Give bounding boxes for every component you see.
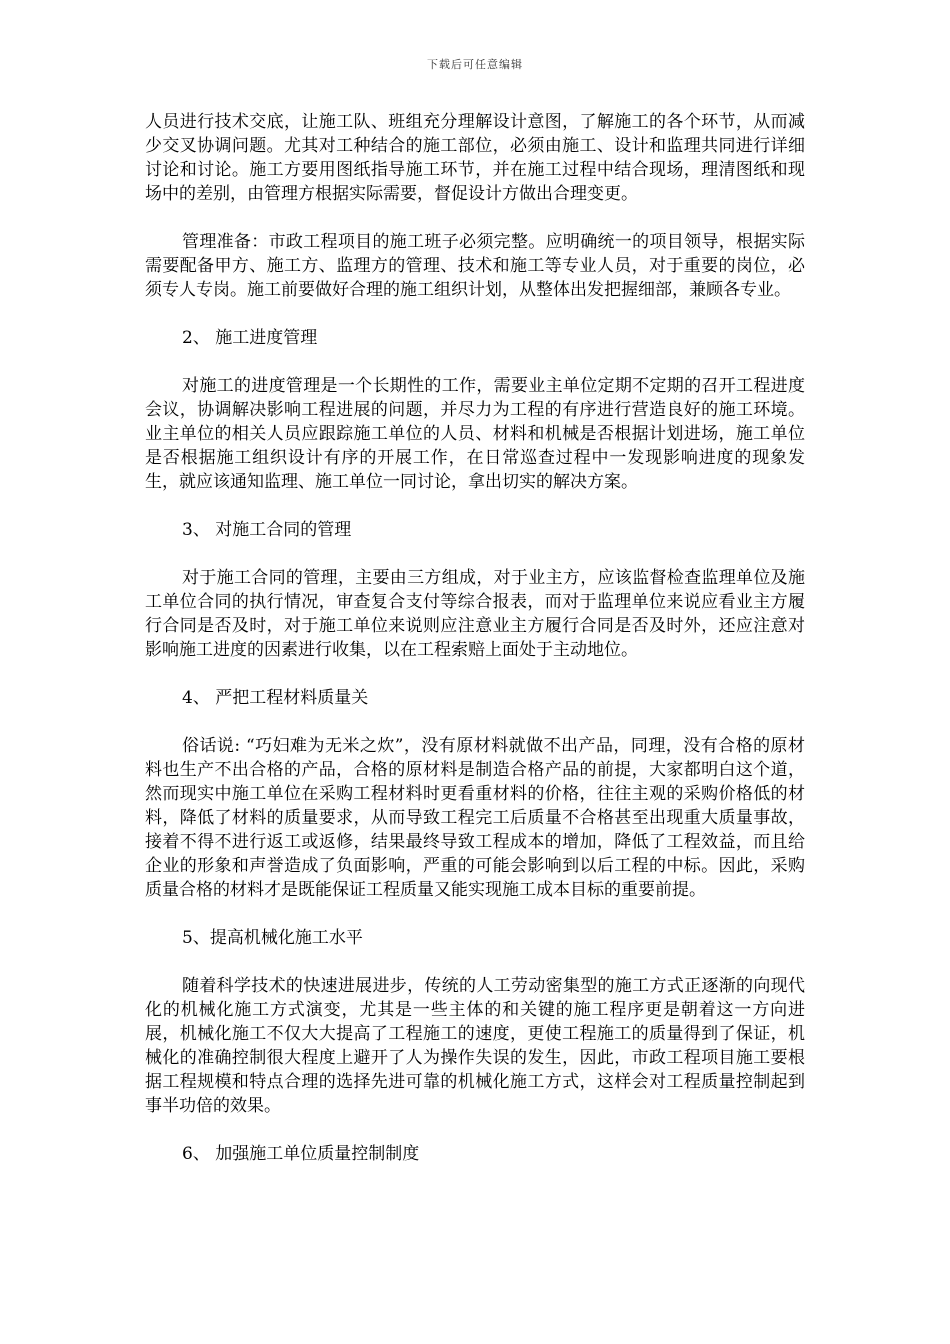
section-heading-mechanization: 5、提高机械化施工水平 [182, 928, 363, 948]
document-body [145, 110, 805, 1190]
paragraph-management-preparation: 管理准备：市政工程项目的施工班子必须完整。应明确统一的项目领导，根据实际需要配备甲方、施工方、监理方的管理、技术和施工等专业人员，对于重要的岗位，必须专人专岗。施工前要做好合理的施工组织计划，从整体出发把握细部，兼顾各专业。 [145, 232, 805, 300]
section-heading-progress: 2、 施工进度管理 [182, 328, 318, 348]
paragraph-contract-management: 对于施工合同的管理，主要由三方组成，对于业主方，应该监督检查监理单位及施工单位合同的执行情况，审查复合支付等综合报表，而对于监理单位来说应看业主方履行合同是否及时，对于施工单位来说则应注意业主方履行合同是否及时外，还应注意对影响施工进度的因素进行收集，以在工程索赔上面处于主动地位。 [145, 568, 805, 660]
paragraph-materials-quality: 俗话说: “巧妇难为无米之炊”，没有原材料就做不出产品，同理，没有合格的原材料也生产不出合格的产品，合格的原材料是制造合格产品的前提，大家都明白这个道，然而现实中施工单位在采购工程材料时更看重材料的价格，往往主观的采购价格低的材料，降低了材料的质量要求，从而导致工程完工后质量不合格甚至出现重大质量事故，接着不得不进行返工或返修，结果最终导致工程成本的增加，降低了工程效益，而且给企业的形象和声誉造成了负面影响，严重的可能会影响到以后工程的中标。因此，采购质量合格的材料才是既能保证工程质量又能实现施工成本目标的重要前提。 [145, 736, 805, 900]
paragraph-mechanization: 随着科学技术的快速进展进步，传统的人工劳动密集型的施工方式正逐渐的向现代化的机械化施工方式演变，尤其是一些主体的和关键的施工程序更是朝着这一方向进展，机械化施工不仅大大提高了工程施工的速度，更使工程施工的质量得到了保证，机械化的准确控制很大程度上避开了人为操作失误的发生，因此，市政工程项目施工要根据工程规模和特点合理的选择先进可靠的机械化施工方式，这样会对工程质量控制起到事半功倍的效果。 [145, 976, 805, 1116]
section-heading-materials: 4、 严把工程材料质量关 [182, 688, 369, 708]
page-header: 下载后可任意编辑 [427, 58, 523, 71]
paragraph-technical-briefing: 人员进行技术交底，让施工队、班组充分理解设计意图，了解施工的各个环节，从而减少交叉协调问题。尤其对工种结合的施工部位，必须由施工、设计和监理共同进行详细讨论和讨论。施工方要用图纸指导施工环节，并在施工过程中结合现场，理清图纸和现场中的差别，由管理方根据实际需要，督促设计方做出合理变更。 [145, 112, 805, 204]
section-heading-quality-control: 6、 加强施工单位质量控制制度 [182, 1144, 420, 1164]
paragraph-progress-management: 对施工的进度管理是一个长期性的工作，需要业主单位定期不定期的召开工程进度会议，协调解决影响工程进展的问题，并尽力为工程的有序进行营造良好的施工环境。业主单位的相关人员应跟踪施工单位的人员、材料和机械是否根据计划进场，施工单位是否根据施工组织设计有序的开展工作，在日常巡查过程中一发现影响进度的现象发生，就应该通知监理、施工单位一同讨论，拿出切实的解决方案。 [145, 376, 805, 492]
section-heading-contract: 3、 对施工合同的管理 [182, 520, 352, 540]
